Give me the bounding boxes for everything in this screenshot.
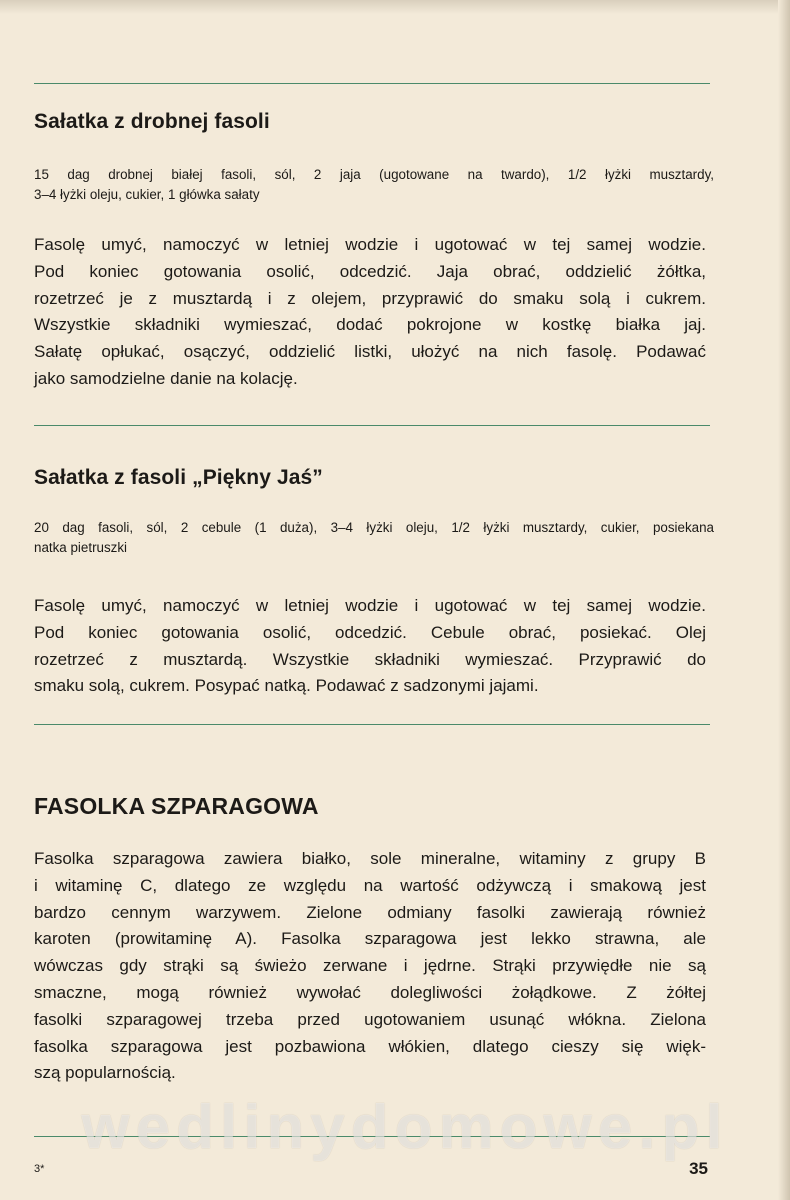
- divider-rule-top: [34, 83, 710, 84]
- section-paragraph-line-1: Fasolka szparagowa zawiera białko, sole mineralne, witaminy z grupy B: [34, 849, 706, 868]
- section-paragraph-line-7: fasolki szparagowej trzeba przed ugotowaniem usunąć włókna. Zielona: [34, 1009, 706, 1029]
- section-paragraph-line-2: i witaminę C, dlatego ze względu na wartość odżywczą i smakową jest: [34, 875, 706, 895]
- recipe1-instructions-line-4: Wszystkie składniki wymieszać, dodać pokrojone w kostkę białka jaj.: [34, 315, 706, 335]
- signature-mark: 3*: [34, 1163, 45, 1175]
- recipe2-ingredients-line-2: natka pietruszki: [34, 540, 128, 555]
- recipe1-title: Sałatka z drobnej fasoli: [34, 110, 270, 133]
- page-top-edge: [0, 0, 790, 14]
- section-paragraph-line-4: karoten (prowitaminę A). Fasolka szparagowa jest lekko strawna, ale: [34, 929, 706, 949]
- recipe2-ingredients-line-1: 20 dag fasoli, sól, 2 cebule (1 duża), 3–4 łyżki oleju, 1/2 łyżki musztardy, cukier, posiekana: [34, 520, 714, 535]
- recipe1-ingredients-line-1: 15 dag drobnej białej fasoli, sól, 2 jaja (ugotowane na twardo), 1/2 łyżki musztardy,: [34, 167, 714, 182]
- page-number: 35: [689, 1159, 708, 1178]
- divider-rule-section: [34, 724, 710, 725]
- recipe1-instructions-line-5: Sałatę opłukać, osączyć, oddzielić listki, ułożyć na nich fasolę. Podawać: [34, 342, 706, 362]
- section-paragraph-line-8: fasolka szparagowa jest pozbawiona włókien, dlatego cieszy się więk-: [34, 1036, 706, 1056]
- section-title: FASOLKA SZPARAGOWA: [34, 793, 319, 819]
- recipe2-instructions: [34, 593, 706, 700]
- page-right-edge: [778, 0, 790, 1200]
- section-paragraph-line-5: wówczas gdy strąki są świeżo zerwane i jędrne. Strąki przywiędłe nie są: [34, 956, 706, 976]
- section-paragraph-line-3: bardzo cennym warzywem. Zielone odmiany fasolki zawierają również: [34, 902, 706, 922]
- section-paragraph-line-9: szą popularnością.: [34, 1063, 176, 1083]
- recipe1-instructions-line-6: jako samodzielne danie na kolację.: [34, 368, 298, 388]
- recipe2-ingredients: [34, 518, 714, 558]
- recipe1-instructions-line-3: rozetrzeć je z musztardą i z olejem, przyprawić do smaku solą i cukrem.: [34, 288, 706, 308]
- recipe2-instructions-line-3: rozetrzeć z musztardą. Wszystkie składniki wymieszać. Przyprawić do: [34, 649, 706, 669]
- recipe1-instructions-line-2: Pod koniec gotowania osolić, odcedzić. Jaja obrać, oddzielić żółtka,: [34, 261, 706, 281]
- recipe1-ingredients-line-2: 3–4 łyżki oleju, cukier, 1 główka sałaty: [34, 187, 260, 202]
- watermark: wedlinydomowe.pl: [81, 1093, 729, 1162]
- recipe2-instructions-line-4: smaku solą, cukrem. Posypać natką. Podawać z sadzonymi jajami.: [34, 676, 539, 696]
- section-paragraph-line-6: smaczne, mogą również wywołać dolegliwości żołądkowe. Z żółtej: [34, 982, 706, 1002]
- recipe1-ingredients: [34, 165, 714, 205]
- recipe2-instructions-line-2: Pod koniec gotowania osolić, odcedzić. Cebule obrać, posiekać. Olej: [34, 622, 706, 642]
- section-paragraph: [34, 846, 706, 1087]
- recipe1-instructions-line-1: Fasolę umyć, namoczyć w letniej wodzie i ugotować w tej samej wodzie.: [34, 235, 706, 254]
- recipe1-instructions: [34, 232, 706, 393]
- divider-rule-recipe2: [34, 425, 710, 426]
- recipe2-instructions-line-1: Fasolę umyć, namoczyć w letniej wodzie i ugotować w tej samej wodzie.: [34, 596, 706, 615]
- recipe2-title: Sałatka z fasoli „Piękny Jaś”: [34, 466, 323, 489]
